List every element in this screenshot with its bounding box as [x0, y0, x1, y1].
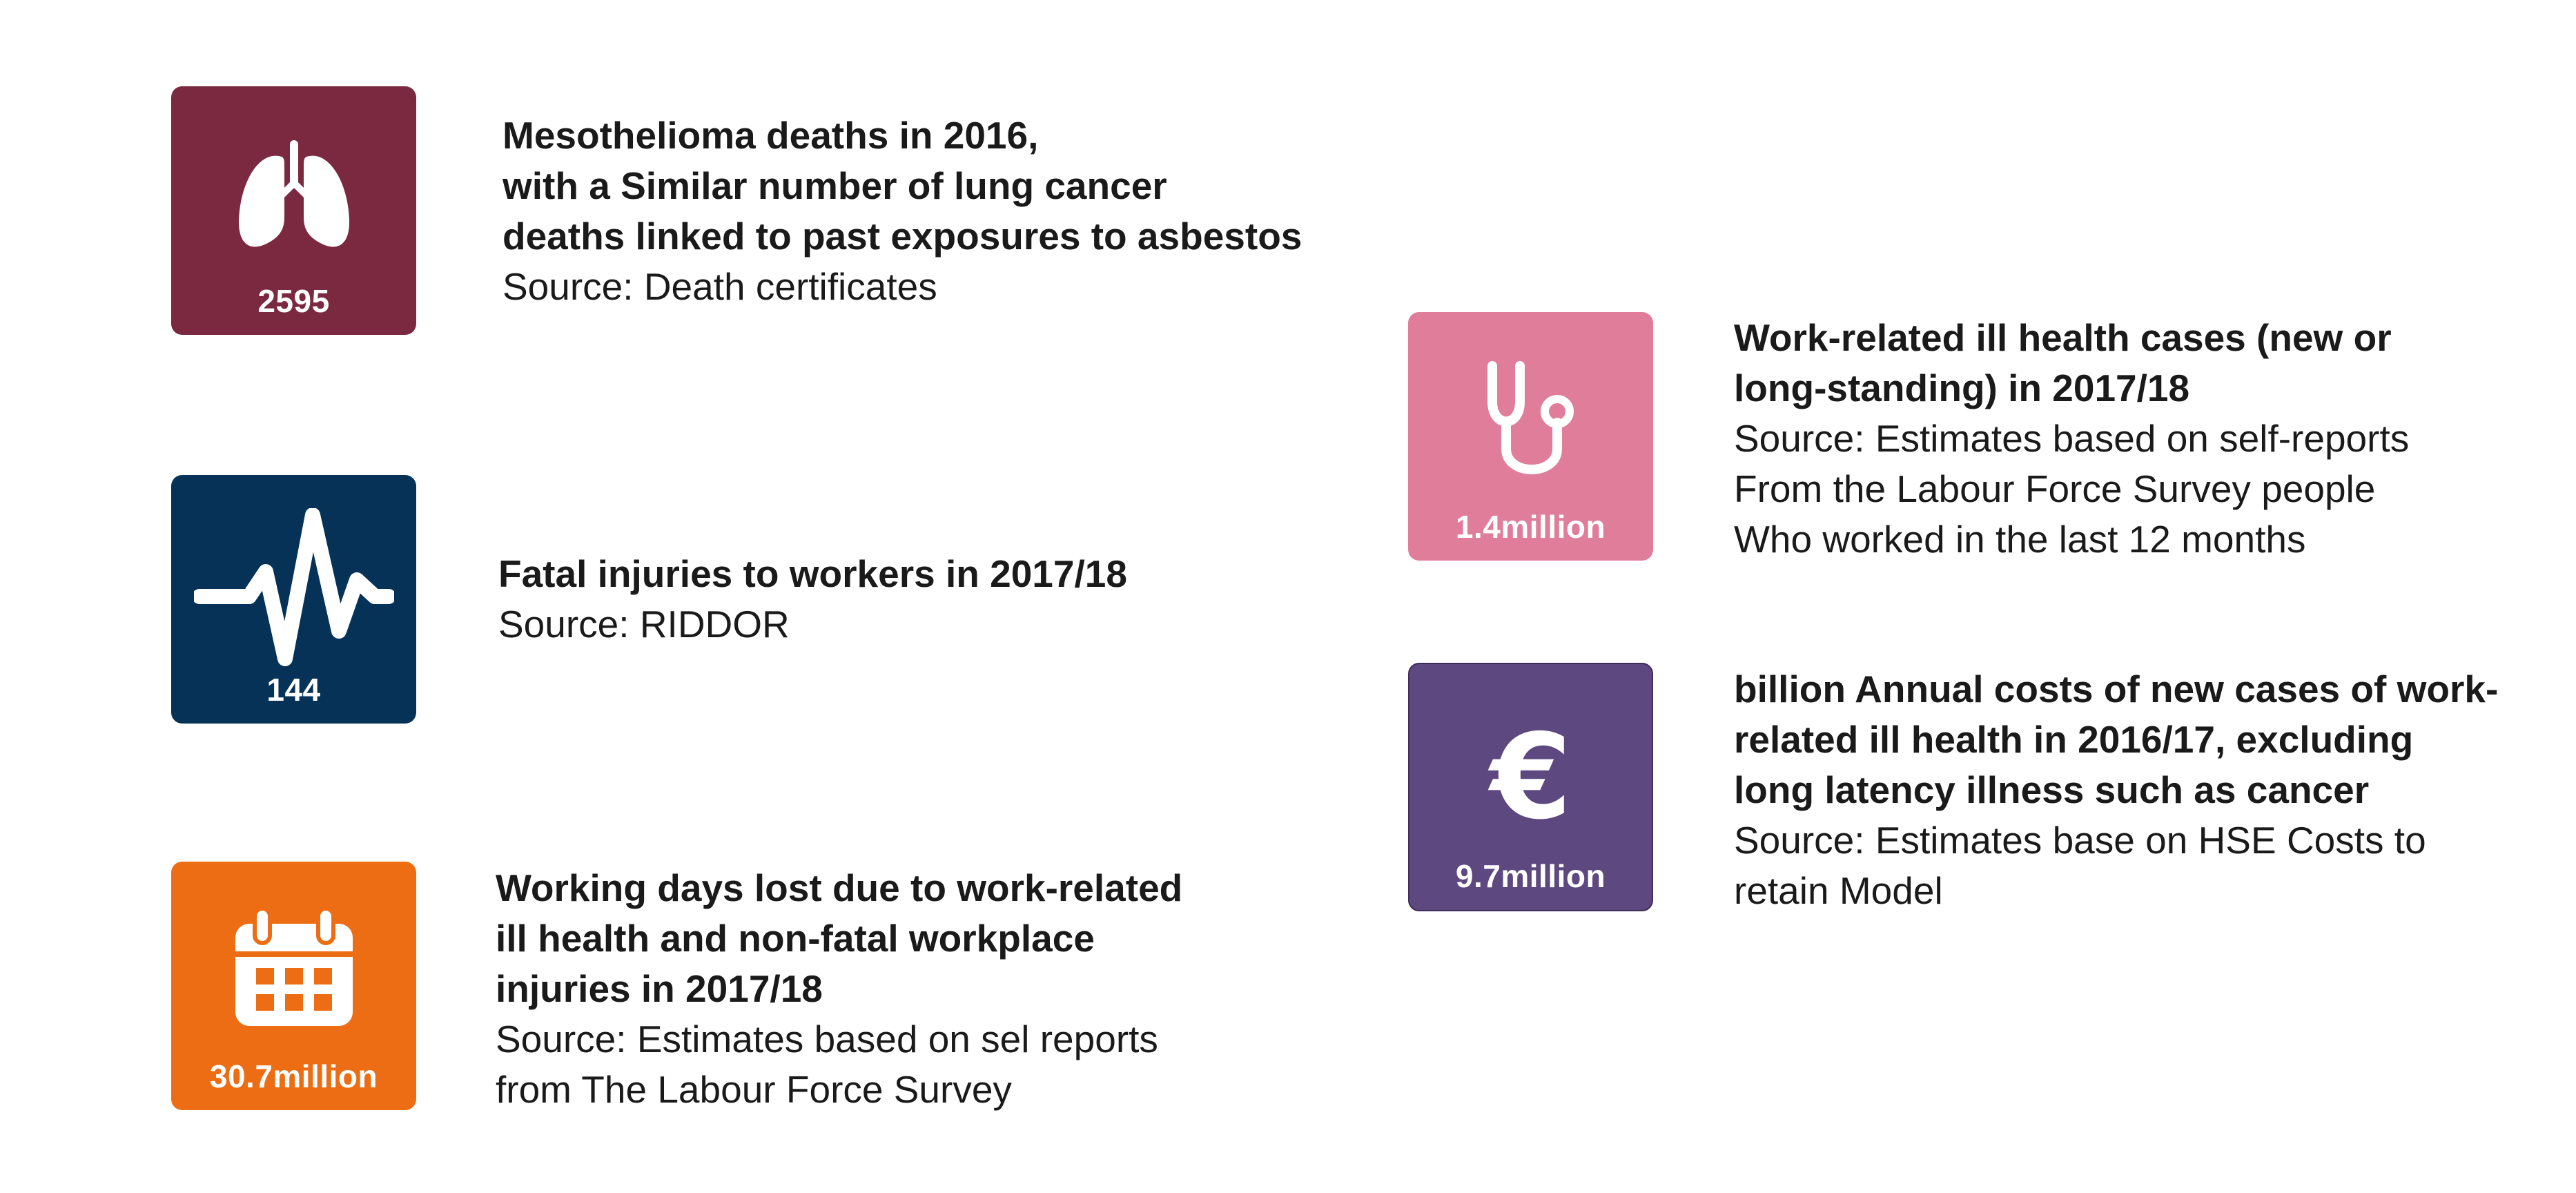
- stat-source: Source: RIDDOR: [498, 603, 790, 646]
- stat-tile: [171, 86, 416, 335]
- stat-value: 2595: [257, 283, 330, 319]
- lungs-icon: [232, 140, 356, 258]
- stat-source: Source: Estimates based on sel reports from The Labour Force Survey: [496, 1018, 1158, 1111]
- stat-tile: [171, 862, 416, 1110]
- stat-tile: [171, 475, 416, 724]
- stat-value: 9.7million: [1455, 858, 1606, 894]
- stethoscope-icon: [1476, 359, 1586, 483]
- stat-tile: [1408, 312, 1653, 561]
- stat-title: Mesothelioma deaths in 2016, with a Similar number of lung cancer deaths linked to past exposures to asbestos: [502, 114, 1302, 258]
- stat-description: [1734, 313, 2409, 565]
- stat-description: [496, 863, 1182, 1115]
- stat-title: Fatal injuries to workers in 2017/18: [498, 552, 1127, 595]
- stat-source: Source: Estimates base on HSE Costs to retain Model: [1734, 819, 2426, 912]
- stat-title: billion Annual costs of new cases of work- related ill health in 2016/17, excluding long latency illness such as cancer: [1734, 668, 2499, 811]
- stat-title: Working days lost due to work-related ill health and non-fatal workplace injuries in 2017/18: [496, 866, 1183, 1010]
- stat-title: Work-related ill health cases (new or long-standing) in 2017/18: [1734, 316, 2392, 409]
- stat-value: 1.4million: [1455, 509, 1606, 545]
- calendar-icon: [235, 909, 353, 1026]
- stat-title-emphasis: cancer: [2246, 768, 2370, 811]
- stat-value: 144: [266, 672, 321, 708]
- stat-description: [1734, 664, 2498, 916]
- stat-tile: [1408, 663, 1653, 911]
- svg-text:€: €: [1490, 722, 1572, 826]
- heartbeat-icon: [194, 508, 394, 667]
- stat-source: Source: Estimates based on self-reports From the Labour Force Survey people Who worked in the last 12 months: [1734, 417, 2410, 561]
- euro-icon: [1472, 722, 1590, 826]
- stat-value: 30.7million: [209, 1058, 378, 1094]
- stat-source: Source: Death certificates: [502, 265, 937, 308]
- stat-description: [498, 549, 1127, 650]
- stat-description: [502, 110, 1302, 312]
